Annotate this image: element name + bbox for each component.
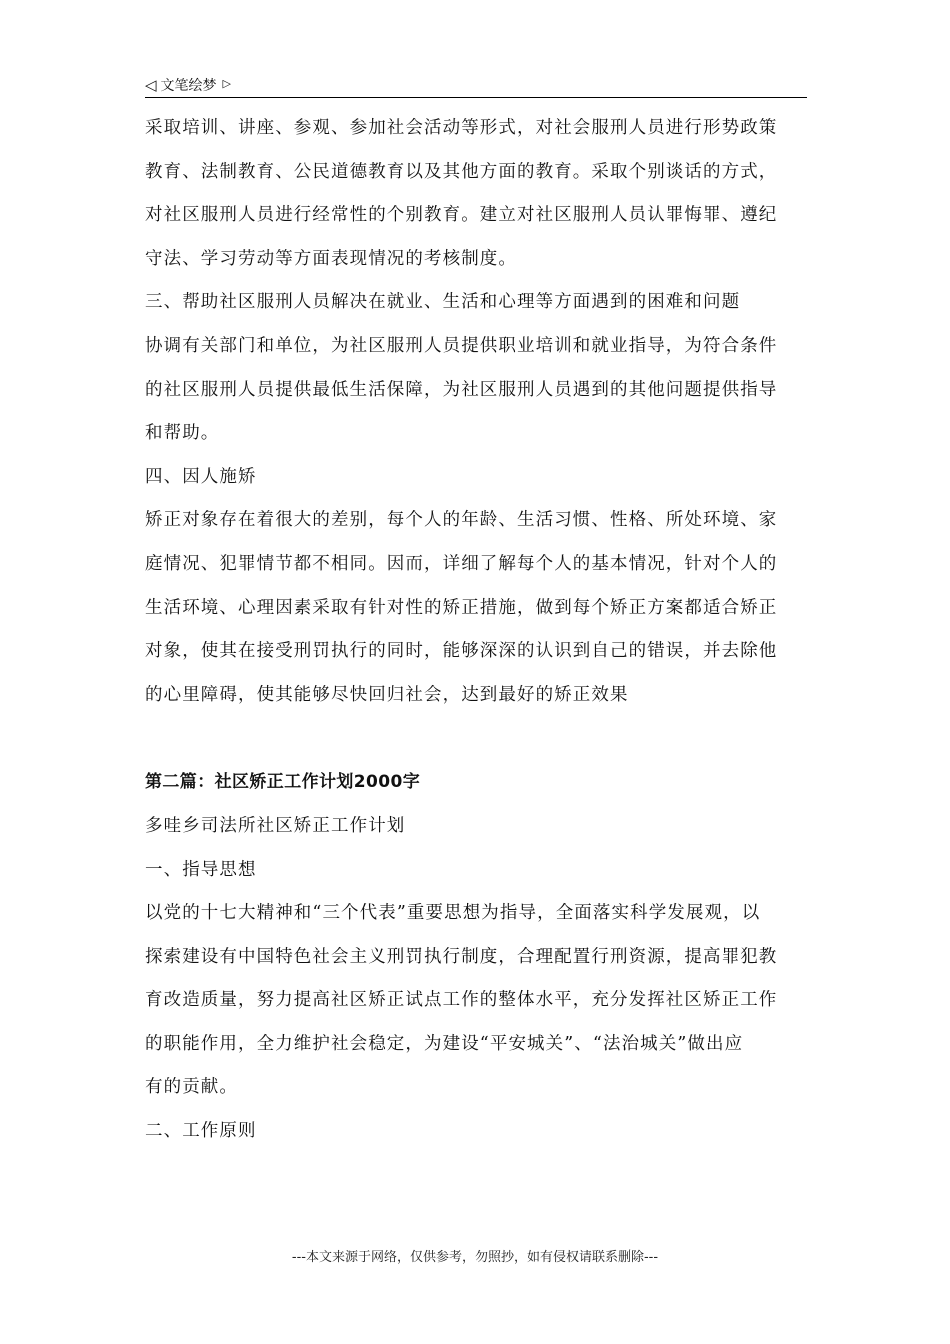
body-line: 三、帮助社区服刑人员解决在就业、生活和心理等方面遇到的困难和问题 <box>145 292 741 313</box>
document-body <box>145 107 807 1154</box>
body-line: 对社区服刑人员进行经常性的个别教育。建立对社区服刑人员认罪悔罪、遵纪 <box>145 205 778 226</box>
body-line: 守法、学习劳动等方面表现情况的考核制度。 <box>145 248 517 269</box>
section-title: 第二篇：社区矫正工作计划2000字 <box>145 772 421 793</box>
body-line: 一、指导思想 <box>145 859 257 880</box>
body-line: 育改造质量，努力提高社区矫正试点工作的整体水平，充分发挥社区矫正工作 <box>145 990 778 1011</box>
body-line: 的社区服刑人员提供最低生活保障，为社区服刑人员遇到的其他问题提供指导 <box>145 379 778 400</box>
body-line: 对象，使其在接受刑罚执行的同时，能够深深的认识到自己的错误，并去除他 <box>145 641 778 662</box>
body-line: 二、工作原则 <box>145 1121 257 1142</box>
page-header <box>145 72 807 98</box>
body-line: 教育、法制教育、公民道德教育以及其他方面的教育。采取个别谈话的方式， <box>145 161 778 182</box>
body-line: 协调有关部门和单位，为社区服刑人员提供职业培训和就业指导，为符合条件 <box>145 335 778 356</box>
body-line: 采取培训、讲座、参观、参加社会活动等形式，对社会服刑人员进行形势政策 <box>145 118 778 138</box>
triangle-left-icon: ◁ <box>145 76 157 94</box>
body-line: 庭情况、犯罪情节都不相同。因而，详细了解每个人的基本情况，针对个人的 <box>145 553 778 574</box>
body-line: 探索建设有中国特色社会主义刑罚执行制度，合理配置行刑资源，提高罪犯教 <box>145 946 778 967</box>
page-footer: ---本文来源于网络，仅供参考，勿照抄，如有侵权请联系删除--- <box>291 1250 659 1265</box>
header-brand: 文笔绘梦 <box>160 78 217 94</box>
body-line: 和帮助。 <box>145 423 220 444</box>
blank-spacer <box>145 717 807 761</box>
body-line: 的职能作用，全力维护社会稳定，为建设“平安城关”、“法治城关”做出应 <box>145 1033 744 1054</box>
body-line: 有的贡献。 <box>145 1077 238 1098</box>
triangle-right-icon: ▷ <box>222 76 232 90</box>
body-line: 多哇乡司法所社区矫正工作计划 <box>145 815 406 836</box>
header-divider <box>145 97 807 98</box>
body-line: 生活环境、心理因素采取有针对性的矫正措施，做到每个矫正方案都适合矫正 <box>145 597 778 618</box>
body-line: 矫正对象存在着很大的差别，每个人的年龄、生活习惯、性格、所处环境、家 <box>145 510 778 531</box>
body-line: 以党的十七大精神和“三个代表”重要思想为指导，全面落实科学发展观，以 <box>145 903 761 924</box>
body-line: 的心里障碍，使其能够尽快回归社会，达到最好的矫正效果 <box>145 684 629 705</box>
body-line: 四、因人施矫 <box>145 466 257 487</box>
